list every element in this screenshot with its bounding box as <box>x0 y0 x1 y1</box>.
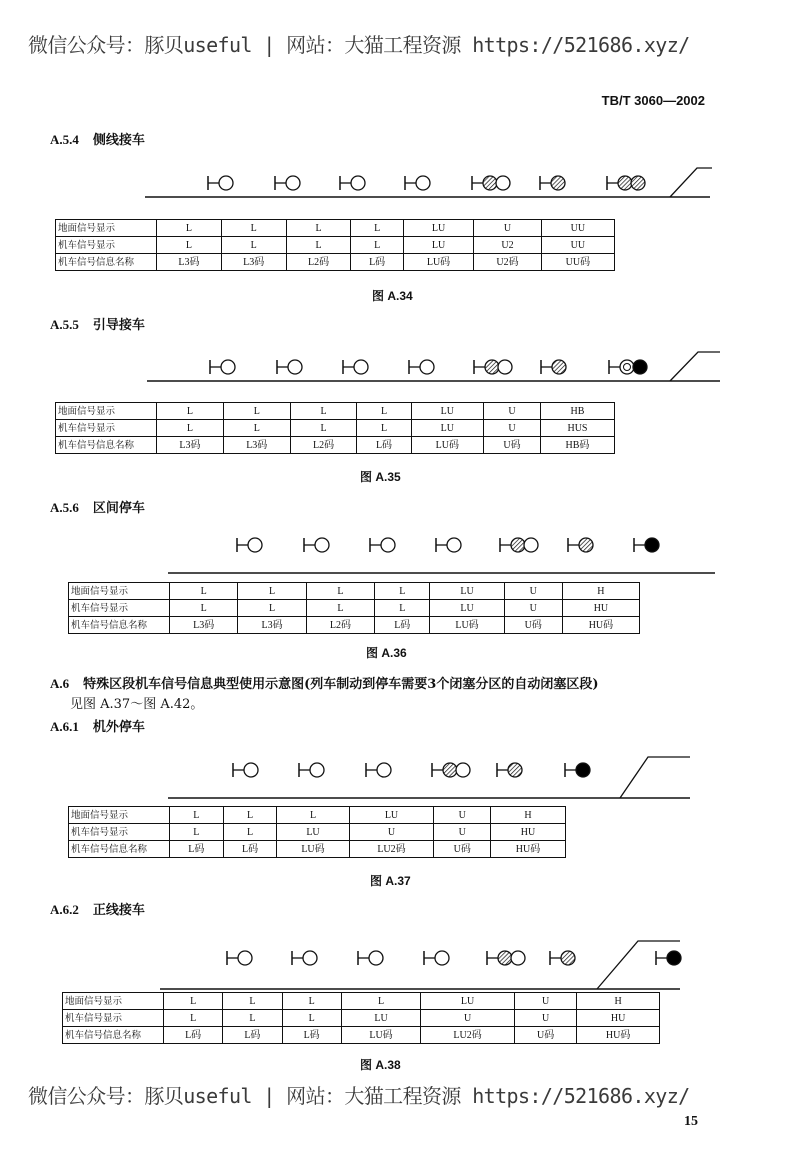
signal-white-icon <box>277 360 302 374</box>
table-cell: L <box>223 1010 282 1027</box>
table-cell: U <box>349 824 434 841</box>
table-cell: L <box>286 220 351 237</box>
table-cell: L <box>306 600 374 617</box>
signal-yellow-icon <box>497 763 522 777</box>
table-cell: UU <box>541 220 614 237</box>
row-label: 机车信号信息名称 <box>69 617 170 634</box>
signal-white-icon <box>292 951 317 965</box>
table-row <box>56 420 615 437</box>
table-cell: L <box>282 993 341 1010</box>
signal-red-icon <box>634 538 659 552</box>
table-cell: L <box>164 1010 223 1027</box>
table-cell: HU码 <box>491 841 566 858</box>
signal-diagram <box>0 935 800 995</box>
section-heading: A.6.2 正线接车 <box>50 902 145 918</box>
table-cell: L <box>375 583 430 600</box>
table-cell: LU2码 <box>421 1027 515 1044</box>
signal-white-icon <box>275 176 300 190</box>
table-cell: U <box>514 1010 576 1027</box>
table-cell: L码 <box>357 437 411 454</box>
table-cell: HU <box>577 1010 660 1027</box>
signal-yellow-white-icon <box>500 538 538 552</box>
table-cell: U <box>474 220 542 237</box>
table-row <box>63 1027 660 1044</box>
signal-diagram <box>0 750 800 810</box>
signal-yellow-white-icon <box>432 763 470 777</box>
table-cell: L码 <box>375 617 430 634</box>
signal-white-icon <box>340 176 365 190</box>
figure-caption: 图 A.35 <box>360 470 401 484</box>
table-cell: LU <box>411 403 484 420</box>
table-cell: L码 <box>282 1027 341 1044</box>
signal-yellow-icon <box>568 538 593 552</box>
signal-yellow-icon <box>540 176 565 190</box>
table-cell: L <box>277 807 349 824</box>
row-label: 机车信号显示 <box>63 1010 164 1027</box>
table-cell: L <box>170 600 238 617</box>
table-row <box>69 807 566 824</box>
table-cell: LU <box>430 600 504 617</box>
table-cell: L <box>357 403 411 420</box>
table-cell: U码 <box>504 617 562 634</box>
row-label: 机车信号信息名称 <box>63 1027 164 1044</box>
signal-white-icon <box>304 538 329 552</box>
signal-white-icon <box>227 951 252 965</box>
table-cell: L <box>351 220 403 237</box>
table-cell: U <box>484 420 541 437</box>
table-cell: HU码 <box>577 1027 660 1044</box>
table-cell: HUS <box>540 420 614 437</box>
signal-diagram <box>0 344 800 404</box>
table-cell: L <box>170 807 224 824</box>
row-label: 地面信号显示 <box>69 583 170 600</box>
table-cell: L3码 <box>157 437 224 454</box>
table-cell: LU <box>403 220 473 237</box>
table-cell: L <box>157 420 224 437</box>
figure-caption: 图 A.38 <box>360 1058 401 1072</box>
table-cell: LU <box>403 237 473 254</box>
signal-white-icon <box>436 538 461 552</box>
row-label: 机车信号显示 <box>56 420 157 437</box>
table-cell: L <box>223 807 277 824</box>
table-cell: U码 <box>434 841 491 858</box>
table-row <box>63 993 660 1010</box>
section-heading: A.5.4 侧线接车 <box>50 132 145 148</box>
table-cell: U <box>504 583 562 600</box>
table-cell: U <box>514 993 576 1010</box>
table-cell: L <box>221 220 286 237</box>
signal-white-icon <box>424 951 449 965</box>
row-label: 机车信号信息名称 <box>56 254 157 271</box>
table-cell: H <box>491 807 566 824</box>
table-cell: L <box>375 600 430 617</box>
table-cell: LU码 <box>341 1027 421 1044</box>
table-row <box>69 583 640 600</box>
signal-white-icon <box>210 360 235 374</box>
section-heading: A.6.1 机外停车 <box>50 719 145 735</box>
table-cell: L <box>170 583 238 600</box>
signal-diagram <box>0 160 800 220</box>
table-cell: LU <box>349 807 434 824</box>
table-cell: L <box>223 403 290 420</box>
section-heading: A.5.5 引导接车 <box>50 317 145 333</box>
table-row <box>63 1010 660 1027</box>
table-row <box>69 841 566 858</box>
signal-yellow-yellow-icon <box>607 176 645 190</box>
signal-table <box>68 806 566 858</box>
table-cell: U <box>434 824 491 841</box>
table-row <box>56 403 615 420</box>
table-cell: L <box>223 824 277 841</box>
signal-yellow-white-icon <box>474 360 512 374</box>
signal-white-ring-red-icon <box>609 360 647 374</box>
table-cell: L <box>357 420 411 437</box>
table-cell: L <box>351 237 403 254</box>
table-cell: LU <box>421 993 515 1010</box>
table-cell: L <box>238 583 306 600</box>
table-cell: L2码 <box>290 437 357 454</box>
signal-diagram <box>0 527 800 587</box>
row-label: 机车信号信息名称 <box>56 437 157 454</box>
signal-white-icon <box>409 360 434 374</box>
table-cell: L2码 <box>286 254 351 271</box>
table-cell: H <box>577 993 660 1010</box>
table-cell: U码 <box>514 1027 576 1044</box>
table-cell: LU <box>411 420 484 437</box>
row-label: 机车信号显示 <box>69 600 170 617</box>
table-cell: L码 <box>223 841 277 858</box>
watermark-bottom: 微信公众号：豚贝useful | 网站：大猫工程资源 https://521686.xyz/ <box>28 1084 690 1108</box>
signal-red-icon <box>656 951 681 965</box>
table-cell: HU <box>562 600 639 617</box>
table-cell: L <box>157 237 222 254</box>
signal-white-icon <box>343 360 368 374</box>
table-row <box>69 600 640 617</box>
table-cell: L <box>157 220 222 237</box>
table-cell: L3码 <box>221 254 286 271</box>
table-cell: L码 <box>223 1027 282 1044</box>
table-cell: L <box>286 237 351 254</box>
table-cell: L <box>164 993 223 1010</box>
table-row <box>69 824 566 841</box>
section-heading: A.5.6 区间停车 <box>50 500 145 516</box>
table-cell: L3码 <box>238 617 306 634</box>
table-cell: LU <box>277 824 349 841</box>
table-cell: L码 <box>351 254 403 271</box>
signal-red-icon <box>565 763 590 777</box>
table-cell: L3码 <box>157 254 222 271</box>
table-row <box>69 617 640 634</box>
signal-table <box>68 582 640 634</box>
table-cell: LU码 <box>403 254 473 271</box>
table-row <box>56 237 615 254</box>
signal-table <box>62 992 660 1044</box>
table-cell: H <box>562 583 639 600</box>
table-cell: HB <box>540 403 614 420</box>
section-heading: A.6 特殊区段机车信号信息典型使用示意图(列车制动到停车需要3个闭塞分区的自动闭塞区段) <box>50 676 599 692</box>
standard-number: TB/T 3060—2002 <box>601 93 705 108</box>
signal-yellow-icon <box>550 951 575 965</box>
table-cell: L <box>170 824 224 841</box>
table-cell: L <box>223 420 290 437</box>
signal-white-icon <box>366 763 391 777</box>
table-cell: UU <box>541 237 614 254</box>
table-cell: U <box>421 1010 515 1027</box>
signal-white-icon <box>299 763 324 777</box>
table-cell: LU码 <box>277 841 349 858</box>
watermark-top: 微信公众号：豚贝useful | 网站：大猫工程资源 https://521686.xyz/ <box>28 33 690 57</box>
signal-yellow-icon <box>541 360 566 374</box>
figure-caption: 图 A.36 <box>366 646 407 660</box>
signal-white-icon <box>370 538 395 552</box>
row-label: 机车信号显示 <box>56 237 157 254</box>
table-cell: L <box>306 583 374 600</box>
table-cell: L <box>282 1010 341 1027</box>
table-cell: U2码 <box>474 254 542 271</box>
figure-caption: 图 A.37 <box>370 874 411 888</box>
table-cell: L <box>341 993 421 1010</box>
table-cell: U <box>504 600 562 617</box>
table-cell: U码 <box>484 437 541 454</box>
table-cell: L <box>157 403 224 420</box>
signal-yellow-white-icon <box>487 951 525 965</box>
table-cell: LU码 <box>430 617 504 634</box>
signal-table <box>55 402 615 454</box>
table-cell: L3码 <box>170 617 238 634</box>
table-cell: U <box>434 807 491 824</box>
signal-white-icon <box>208 176 233 190</box>
table-cell: L码 <box>170 841 224 858</box>
table-cell: L <box>290 420 357 437</box>
table-cell: L3码 <box>223 437 290 454</box>
table-cell: HU码 <box>562 617 639 634</box>
table-row <box>56 220 615 237</box>
page-number: 15 <box>684 1114 698 1129</box>
table-cell: L2码 <box>306 617 374 634</box>
row-label: 机车信号显示 <box>69 824 170 841</box>
paragraph: 见图 A.37～图 A.42。 <box>70 697 204 712</box>
table-cell: LU <box>430 583 504 600</box>
row-label: 地面信号显示 <box>63 993 164 1010</box>
table-row <box>56 254 615 271</box>
row-label: 地面信号显示 <box>69 807 170 824</box>
table-cell: U <box>484 403 541 420</box>
row-label: 机车信号信息名称 <box>69 841 170 858</box>
signal-yellow-white-icon <box>472 176 510 190</box>
table-cell: UU码 <box>541 254 614 271</box>
signal-white-icon <box>233 763 258 777</box>
row-label: 地面信号显示 <box>56 403 157 420</box>
table-cell: L <box>238 600 306 617</box>
signal-white-icon <box>358 951 383 965</box>
table-cell: LU <box>341 1010 421 1027</box>
signal-white-icon <box>405 176 430 190</box>
table-cell: HU <box>491 824 566 841</box>
table-cell: U2 <box>474 237 542 254</box>
signal-table <box>55 219 615 271</box>
table-cell: L <box>221 237 286 254</box>
table-cell: L码 <box>164 1027 223 1044</box>
table-cell: HB码 <box>540 437 614 454</box>
signal-white-icon <box>237 538 262 552</box>
table-row <box>56 437 615 454</box>
figure-caption: 图 A.34 <box>372 289 413 303</box>
table-cell: L <box>223 993 282 1010</box>
row-label: 地面信号显示 <box>56 220 157 237</box>
table-cell: LU码 <box>411 437 484 454</box>
table-cell: L <box>290 403 357 420</box>
table-cell: LU2码 <box>349 841 434 858</box>
